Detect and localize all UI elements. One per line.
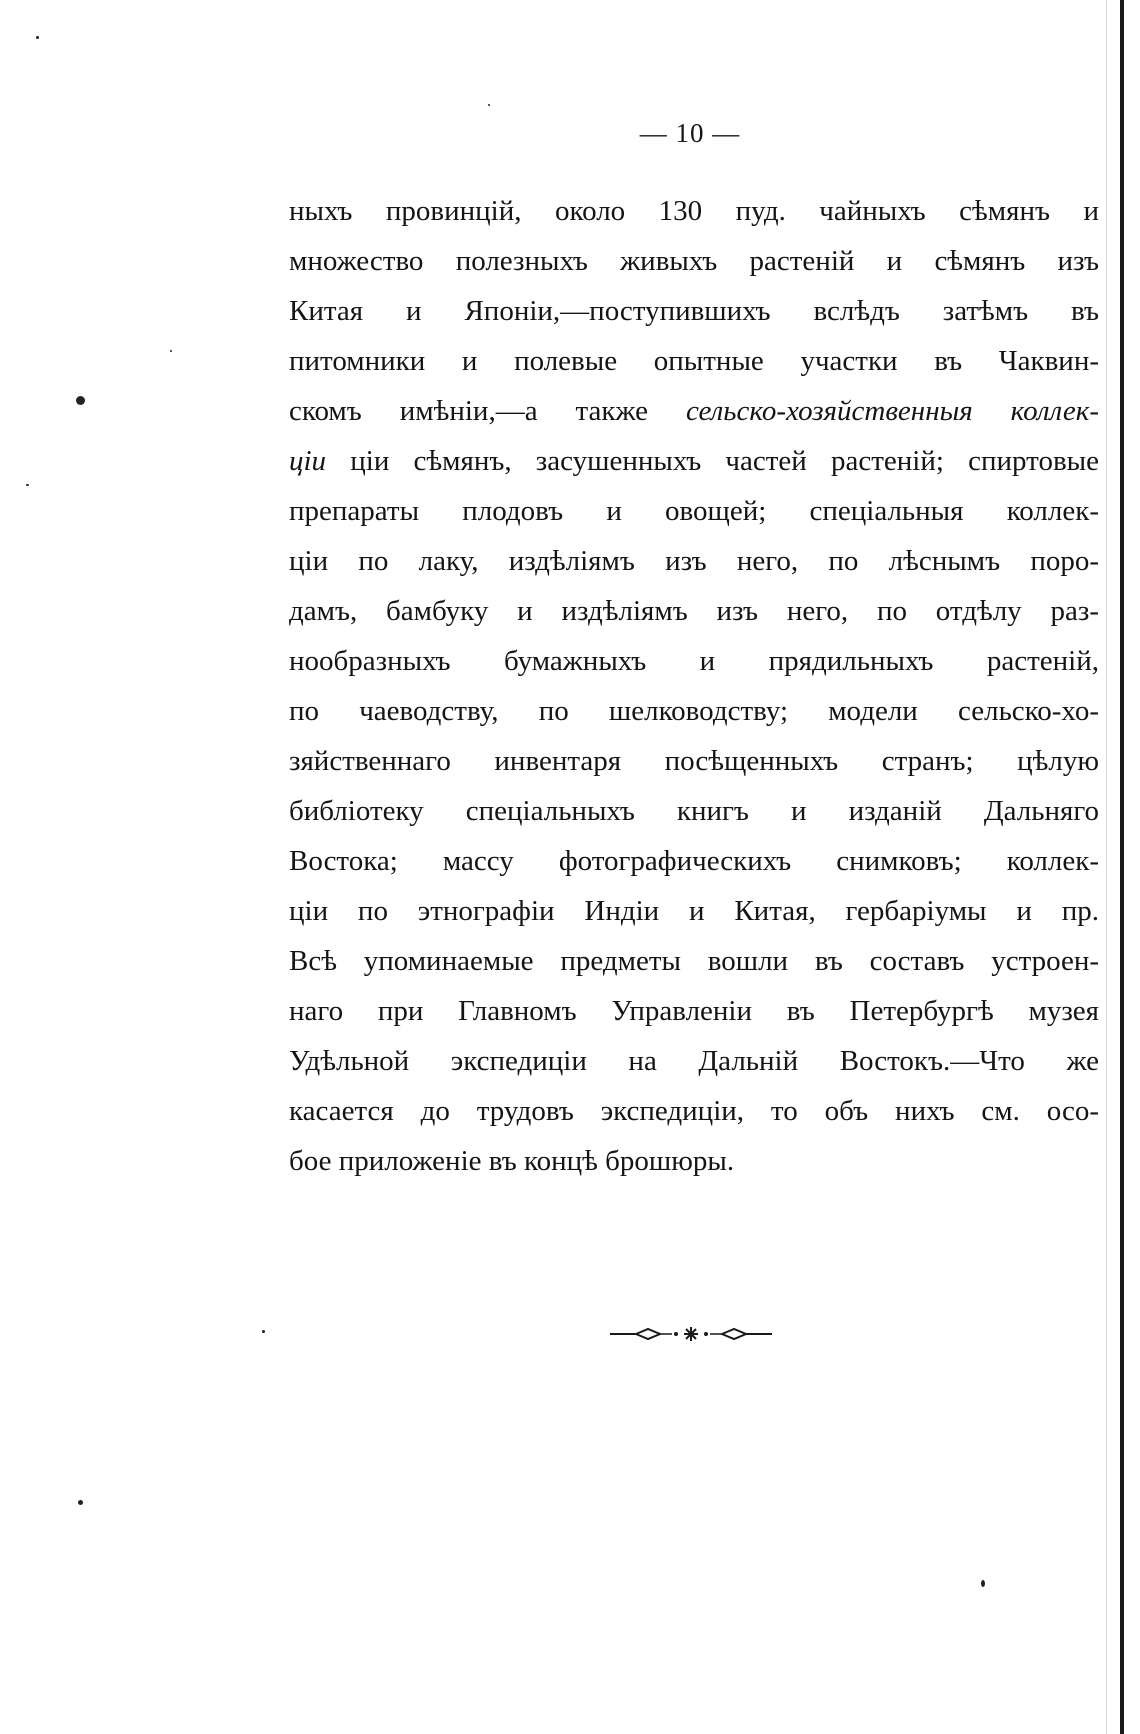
scan-speck bbox=[262, 1330, 265, 1333]
scan-speck bbox=[488, 104, 490, 106]
text-line-mixed bbox=[289, 436, 1099, 486]
scan-speck bbox=[36, 36, 39, 39]
text-line: Китая и Японіи,—поступившихъ вслѣдъ затѣмъ въ bbox=[289, 295, 1099, 327]
text-line: Востока; массу фотографическихъ снимковъ; коллек- bbox=[289, 845, 1099, 877]
text-line: зяйственнаго инвентаря посѣщенныхъ странъ; цѣлую bbox=[289, 745, 1099, 777]
text-line: ціи по этнографіи Индіи и Китая, гербаріумы и пр. bbox=[289, 895, 1099, 927]
text-line-mixed bbox=[289, 386, 1099, 436]
page-edge-rule bbox=[1120, 0, 1124, 1734]
page-edge-shadow bbox=[1106, 0, 1107, 1734]
text-line: дамъ, бамбуку и издѣліямъ изъ него, по отдѣлу раз- bbox=[289, 595, 1099, 627]
text-line: наго при Главномъ Управленіи въ Петербургѣ музея bbox=[289, 995, 1099, 1027]
text-line-last: бое приложеніе въ концѣ брошюры. bbox=[289, 1145, 735, 1177]
body-paragraph bbox=[289, 186, 1099, 1186]
text-run: скомъ имѣніи,—а также bbox=[289, 395, 649, 427]
text-line: препараты плодовъ и овощей; спеціальныя коллек- bbox=[289, 495, 1099, 527]
text-line: Всѣ упоминаемые предметы вошли въ составъ устроен- bbox=[289, 945, 1099, 977]
text-line: питомники и полевые опытные участки въ Чаквин- bbox=[289, 345, 1099, 377]
scan-speck bbox=[78, 1500, 83, 1505]
text-line: множество полезныхъ живыхъ растеній и сѣмянъ изъ bbox=[289, 245, 1099, 277]
page-number: — 10 — bbox=[639, 118, 741, 148]
text-line: по чаеводству, по шелководству; модели сельско-хо- bbox=[289, 695, 1099, 727]
scan-speck bbox=[26, 484, 29, 486]
text-line: ціи по лаку, издѣліямъ изъ него, по лѣснымъ поро- bbox=[289, 545, 1099, 577]
text-line: нообразныхъ бумажныхъ и прядильныхъ растеній, bbox=[289, 645, 1099, 677]
scan-speck bbox=[170, 350, 172, 352]
scan-speck bbox=[981, 1580, 985, 1587]
text-run: ціи сѣмянъ, засушенныхъ частей растеній; спиртовые bbox=[350, 445, 1099, 477]
italic-run: сельско-хозяйственныя коллек- bbox=[686, 395, 1099, 427]
text-line: Удѣльной экспедиціи на Дальній Востокъ.—Что же bbox=[289, 1045, 1099, 1077]
ornament-divider-icon bbox=[606, 1322, 776, 1346]
text-line: ныхъ провинцій, около 130 пуд. чайныхъ сѣмянъ и bbox=[289, 195, 1099, 227]
text-line: библіотеку спеціальныхъ книгъ и изданій Дальняго bbox=[289, 795, 1099, 827]
italic-run: ціи bbox=[289, 445, 327, 477]
text-line: касается до трудовъ экспедиціи, то объ нихъ см. осо- bbox=[289, 1095, 1099, 1127]
scan-speck bbox=[76, 396, 85, 405]
